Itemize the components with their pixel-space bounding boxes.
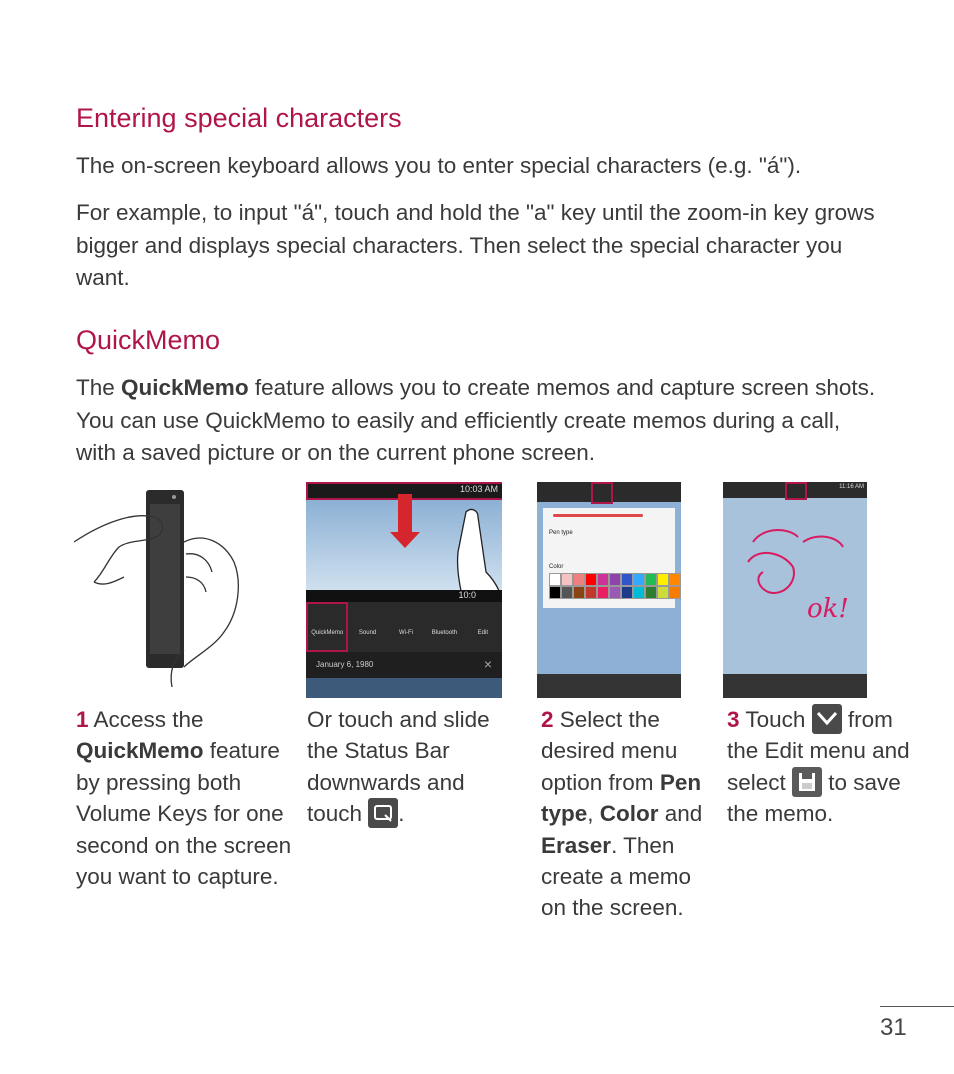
caption-status-bar: Or touch and slide the Status Bar downwards and touch . [307,707,490,827]
edit-toolbar [723,482,867,498]
dock-bar [537,674,681,698]
color-swatch[interactable] [657,586,669,599]
hands-phone-illustration [74,482,244,692]
checkmark-icon [812,704,842,734]
quickmemo-icon [368,798,398,828]
pen-menu-panel [543,508,675,608]
down-arrow-shaft [398,494,412,534]
save-icon [792,767,822,797]
pen-type-label: Pen type [549,530,573,536]
heading-quickmemo: QuickMemo [76,325,221,355]
color-swatch[interactable] [549,586,561,599]
color-swatch[interactable] [597,573,609,586]
color-swatch[interactable] [669,573,681,586]
color-swatch[interactable] [573,586,585,599]
color-swatch[interactable] [633,573,645,586]
down-arrow-icon [390,532,420,548]
right-hand-outline [184,538,238,667]
figure-pen-color-menu [537,482,681,698]
page-number: 31 [880,1014,907,1041]
special-characters-example: For example, to input "á", touch and hold the "a" key until the zoom-in key grows bigger and displays special characters. Then select the special character you want. [76,200,875,290]
color-swatch[interactable] [621,573,633,586]
color-swatch[interactable] [645,573,657,586]
close-icon[interactable]: × [483,656,492,672]
color-swatch[interactable] [561,586,573,599]
color-swatch[interactable] [669,586,681,599]
figure-status-bar-slide [306,482,502,698]
color-swatch[interactable] [573,573,585,586]
color-swatch[interactable] [597,586,609,599]
phone-camera [172,495,176,499]
color-swatches-bottom[interactable] [549,586,681,599]
caption-step3: 3 Touch from the Edit menu and select to save the memo. [727,704,927,830]
intro-post: feature allows you to create memos and capture screen shots. You can use QuickMemo to easily and efficiently create memos during a call, with a saved picture or on the current phone screen. [76,375,876,465]
color-swatch[interactable] [633,586,645,599]
intro-pre: The [76,375,122,400]
date-text: January 6, 1980 [316,660,374,669]
panel-status-bar [306,590,502,602]
quick-item-bluetooth[interactable]: Bluetooth [431,630,458,636]
memo-time: 11:16 AM [839,484,864,490]
panel-time: 10:0 [458,590,476,600]
color-swatch[interactable] [645,586,657,599]
color-swatch[interactable] [549,573,561,586]
figure-hands-holding-phone [74,482,244,692]
footer-rule [880,1006,954,1007]
color-swatch[interactable] [585,586,597,599]
caption-step1: 1 Access the QuickMemo feature by pressing both Volume Keys for one second on the screen you want to capture. [76,707,292,890]
color-swatch[interactable] [585,573,597,586]
color-swatches-top[interactable] [549,573,681,586]
dock-bar-4 [723,674,867,698]
heading-special-characters: Entering special characters [76,103,402,133]
color-swatch[interactable] [561,573,573,586]
pen-tool-highlight[interactable] [591,482,613,504]
color-label: Color [549,564,564,570]
edit-check-highlight[interactable] [785,482,807,500]
quick-item-quickmemo[interactable]: QuickMemo [306,602,348,652]
date-row [306,652,502,678]
color-swatch[interactable] [609,573,621,586]
memo-handwriting: ok! [807,594,849,624]
quick-settings-row [306,602,502,652]
quick-item-wifi[interactable]: Wi-Fi [399,630,414,636]
quickmemo-intro [76,372,886,470]
figure-memo-drawn [723,482,867,698]
color-swatch[interactable] [609,586,621,599]
color-swatch[interactable] [621,586,633,599]
caption-step2: 2 Select the desired menu option from Pen type, Color and Eraser. Then create a memo on the screen. [541,707,703,921]
quick-item-sound[interactable]: Sound [358,630,377,636]
color-swatch[interactable] [657,573,669,586]
quick-item-edit[interactable]: Edit [477,630,488,636]
special-characters-intro: The on-screen keyboard allows you to enter special characters (e.g. "á"). [76,153,802,178]
status-time: 10:03 AM [459,484,498,494]
quickmemo-toolbar [537,482,681,502]
phone-screen [150,504,180,654]
intro-bold-quickmemo: QuickMemo [121,375,249,400]
